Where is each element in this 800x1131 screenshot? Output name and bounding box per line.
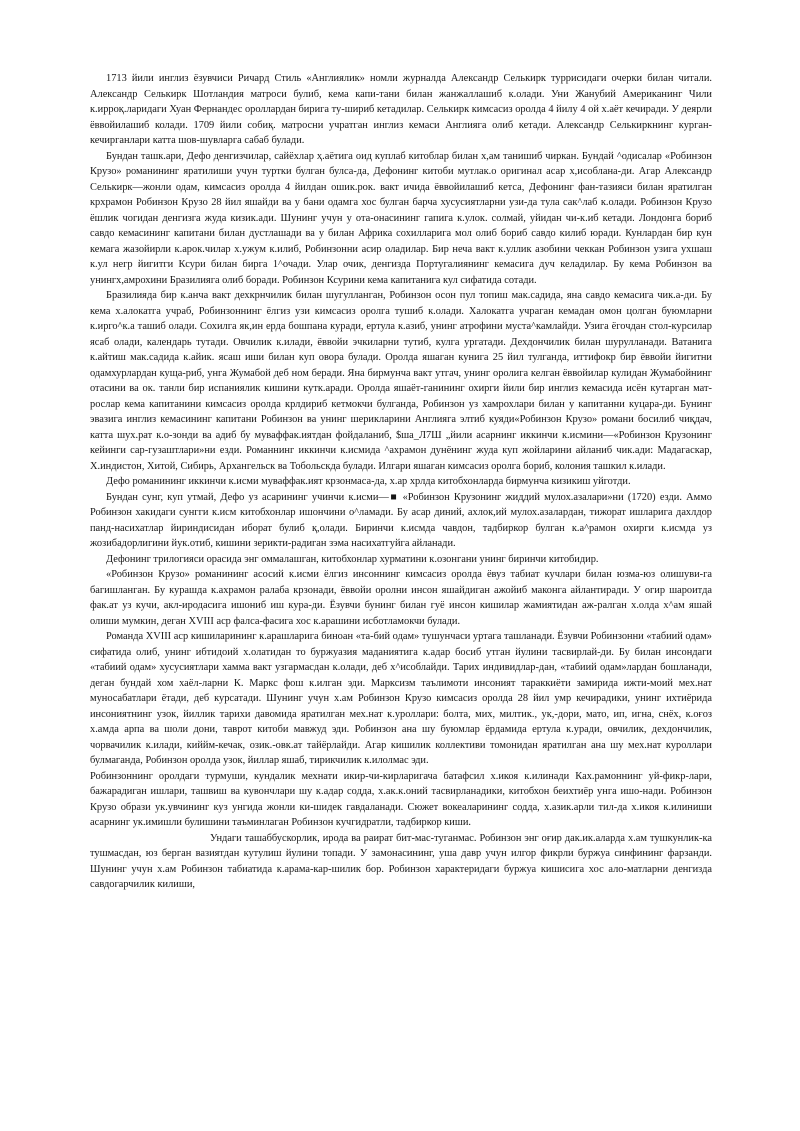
paragraph: Бундан сунг, куп утмай, Дефо уз асарининг учинчи к.исми—■ «Робинзон Крузонинг жиддий мулох.азалари»ни (1720) езди. Аммо Робинзон хакидаги сунгги к.исм китобхонлар ишончини о^ламади. Бу асар диний, ахлок,ий мулох.азалардан, тижорат ишларига дахлдор панд-насихатлар йириндисидан иборат булиб қ,олади. Биринчи к.исмда чавдон, тадбиркор булган к.а^рамон охирги к.исмда уз жозибадорлигини йук.отиб, кишини зерикти-радиган зэма насихатгуйга айланади. [90,491,712,549]
paragraph: Романда XVIII аср кишиларининг к.арашларига бинoан «та-бий одам» тушунчаси уртага ташланади. Ёзувчи Робинзонни «табиий одам» сифатида олиб, унинг ибтидоий х.олатидан то буржуазия маданиятига к.адар босиб утган йулини тасвирлай-ди. Бу билан инсондаги «табиий одам» хусусиятлари хамма вакт узгармасдан к.олади, деб х^исоблайди. Тарих индивидлар-дан, «табиий одам»лардан бошланади, деган бундай хом хаёл-ларни К. Маркс фош к.илган эди. Марксизм таълимоти инсоният тараккиёти замирида ижти-моий мех.нат муносабатлари ётади, деб курсатади. Шунинг учун х.ам Робинзон Крузо кимсасиз оролда 28 йил умр кечирадики, унинг ихтиёрида инсониятнинг узок, йиллик тарихи давомида яратилган мех.нат к.уроллари: болта, мих, милтик., ук,-дори, мато, ип, игна, снёх, к.оғоз х.амда арпа ва шоли дони, таврот китоби мавжуд эди. Робинзон ана шу буюмлар ёрдамида ертула к.уради, овчилик, дехдончилик, чорвачилик к.илади, киййм-кечак, озик.-овк.ат тайёрлайди. Агар кишилик коллективи томонидан яратилган ана шу мех.нат куроллари булмаганда, Робинзон оролда узок, йиллар яшаб, тирикчилик к.илолмас эди. [90,631,712,766]
paragraph: Дефо романининг иккинчи к.исми муваффак.ият крзонмаса-да, х.ар хрлда китобхонларда бирмунча кизикиш уйготди. [106,476,631,487]
paragraph: 1713 йили инглиз ёзувчиси Ричард Стиль «Англиялик» номли журналда Александр Селькирк туррисидаги очерки билан читали. Александр Селькирк Шотландия матроси булиб, кема капи-тани билан жанжаллашиб к.олади. Уни Жанубий Американинг Чили к.ирроқ.ларидаги Хуан Фернандес ороллардан бирига ту-шириб кетадилар. Селькирк кимсасиз оролда 4 йилу 4 ой х.аёт кечиради. У деярли ёввойилашиб колади. 1709 йили собиқ. матросни учратган инглиз кемаси Англияга олиб кетади. Александр Селькиркнинг курган-кечирганлари катта шов-шувларга сабаб булади. [90,73,712,146]
paragraph: Ундаги ташаббускорлик, ирода ва раират бит-мас-туганмас. Робинзон энг оғир дак.ик.аларда х.ам тушкунлик-ка тушмасдан, юз берган вазиятдан кутулиш йулини топади. У замонасининг, уша давр учун илгор фикрли буржуа синфининг фарзанди. Шунинг учун х.ам Робинзон табиатида к.арама-кар-шилик бор. Робинзон характеридаги буржуа кишисига хос ало-матларни денгизда савдогарчилик килиши, [90,832,712,890]
paragraph: Дефонинг трилогияси орасида энг оммалашган, китобхонлар хурматини к.озонгани унинг биринчи китобидир. [106,553,599,565]
paragraph: Робинзоннинг оролдаги турмуши, кундалик мехнати икир-чи-кирларигача батафсил х.икоя к.илинади Ках.рамоннинг уй-фикр-лари, бажарадиган ишлари, ташвиш ва кувончлари шу к.адар содда, х.ак.к.оний тасвирланадики, китобхон беихтиёр унга ишо-нади. Робинзон Крузо образи ук.увчининг куз унгида жонли ки-шидек гавдаланади. Сюжет вокеаларининг содда, х.азик.арли тил-да х.икоя к.илиниши асарнинг ук.имишли булишини таъминлаган Робинзон кучгидратли, тадбиркор киши. [90,770,712,828]
paragraph: Бундан ташк.ари, Дефо денгизчилар, сайёхлар ҳ.аётига оид куплаб китоблар билан х,ам танишиб чиркан. Бундай ^одисалар «Робинзон Крузо» романининг яратилиши учун туртки булган булса-да, Дефонинг китоби мутлак.о оригинал асар х,исоблана-ди. Агар Александр Селькирк—жонли одам, кимсасиз оролда 4 йилдан ошик.рок. вакт ичида ёввойилашиб кетса, Дефонинг фан-тазияси билан яратилган крхрамон Робинзон Крузо 28 йил яшайди ва у бани одамга хос булган барча хусусиятларни узи-да тула сак^лаб к.олади. Робинзон Крузо ёшлик чогидан денгизга жуда кизик.ади. Шунинг учун у ота-онасининг гапига к.улок. солмай, уйидан чи-к.иб кетади. Лондонга бориб савдо кемасининг капитани билан дустлашади ва у билан Африка сохилларига мол олиб бориб савдо килиб юради. Кунлардан бир кун кемага жазойирли к.арок.чилар х.ужум к.илиб, Робинзонни асир оладилар. Бир неча вакт к.уллик азобини чеккан Робинзон узига ухшаш к.ул негр йигитги Ксури билан бирга 1^очади. Улар очик, денгизда Португалиянинг кемасига дуч келадилар. Бу кема Робинзон ва унингх,амрохини Бразилияга олиб боради. Робинзон Ксурини кема капитанига кул сифатида сотади. [90,150,712,286]
paragraph: Бразилияда бир к.анча вакт дехкрнчилик билан шугулланган, Робинзон осон пул топиш мак.садида, яна савдо кемасига чик.а-ди. Бу кема х.алокатга учраб, Робинзоннинг ёлгиз узи кимсасиз оролга тушиб к.олади. Халокатга учраган кемадан омон цолган буюмларни к.ирго^к.а ташиб олади. Сохилга як,ин ерда бошпана куради, ертула к.азиб, унинг атрофини муста^камлайди. Узига ёгочдан стол-курсилар ясаб олади, календарь тутади. Овчилик к.илади, ёввойи эчкиларни тутиб, кулга ургатади. Дехдончилик билан шурулланади. Ватанига к.айтиш мак.садида к.айик. ясаш иши билан куп овора булади. Оролда яшаган кунига 25 йил тулганда, иттифокр бир ёввойи йигитни одамхурлардан куща-риб, унга Жумабой деб ном беради. Яна бирмунча вакт утгач, унинг оролига келган ёввойилар кулидан Жумабойнинг отасини ва ок. танли бир испаниялик кишини кутк.аради. Оролда яшаёт-ганининг охирги йили бир инглиз кемасида исён кутарган мат-рослар кема капитанини кимсасиз оролда крлдириб кетмокчи булганда, Робинзон уз хамрохлари билан у капитанни куцара-ди. Бунинг эвазига инглиз кемасининг капитани Робинзон ва унинг шерикларини Англияга элтиб куяди«Робинзон Крузо» романи босилиб чиқдач, катта шух.рат к.о-зонди ва адиб бу муваффак.иятдан фойдаланиб, $ша_Л7Ш „йили асарнинг иккинчи к.исмини—«Робинзон Крузонинг кейинги сар-гузаштлари»ни езди. Романнинг иккинчи к.исмида ^ахрамон дунёнинг жуда куп жойларини айланиб чик.ади: Мадагаскар, Х.индистон, Хитой, Сибирь, Архангельск ва Тобольскда булади. Илгари яшаган кимсасиз оролга бориб, колония ташкил к.илади. [90,290,712,472]
paragraph: «Робинзон Крузо» романининг асосий к.исми ёлгиз инсоннинг кимсасиз оролда ёвуз табиат кучлари билан юзма-юз олишуви-га багишланган. Бу курашда к.ахрамон ралаба крзонади, ёввойи оролни инсон яшайдиган ажойиб маконга айлантиради. У огир шароитда фак.ат уз кучи, акл-иродасига ишониб иш кура-ди. Ёзувчи бунинг билан гуё инсон кишилар жамиятидан аж-ралган х.олда х^ам яшай олиши мумкин, деган XVIII аср фалса-фасига хос к.арашини исботламокчи булади. [90,569,712,627]
